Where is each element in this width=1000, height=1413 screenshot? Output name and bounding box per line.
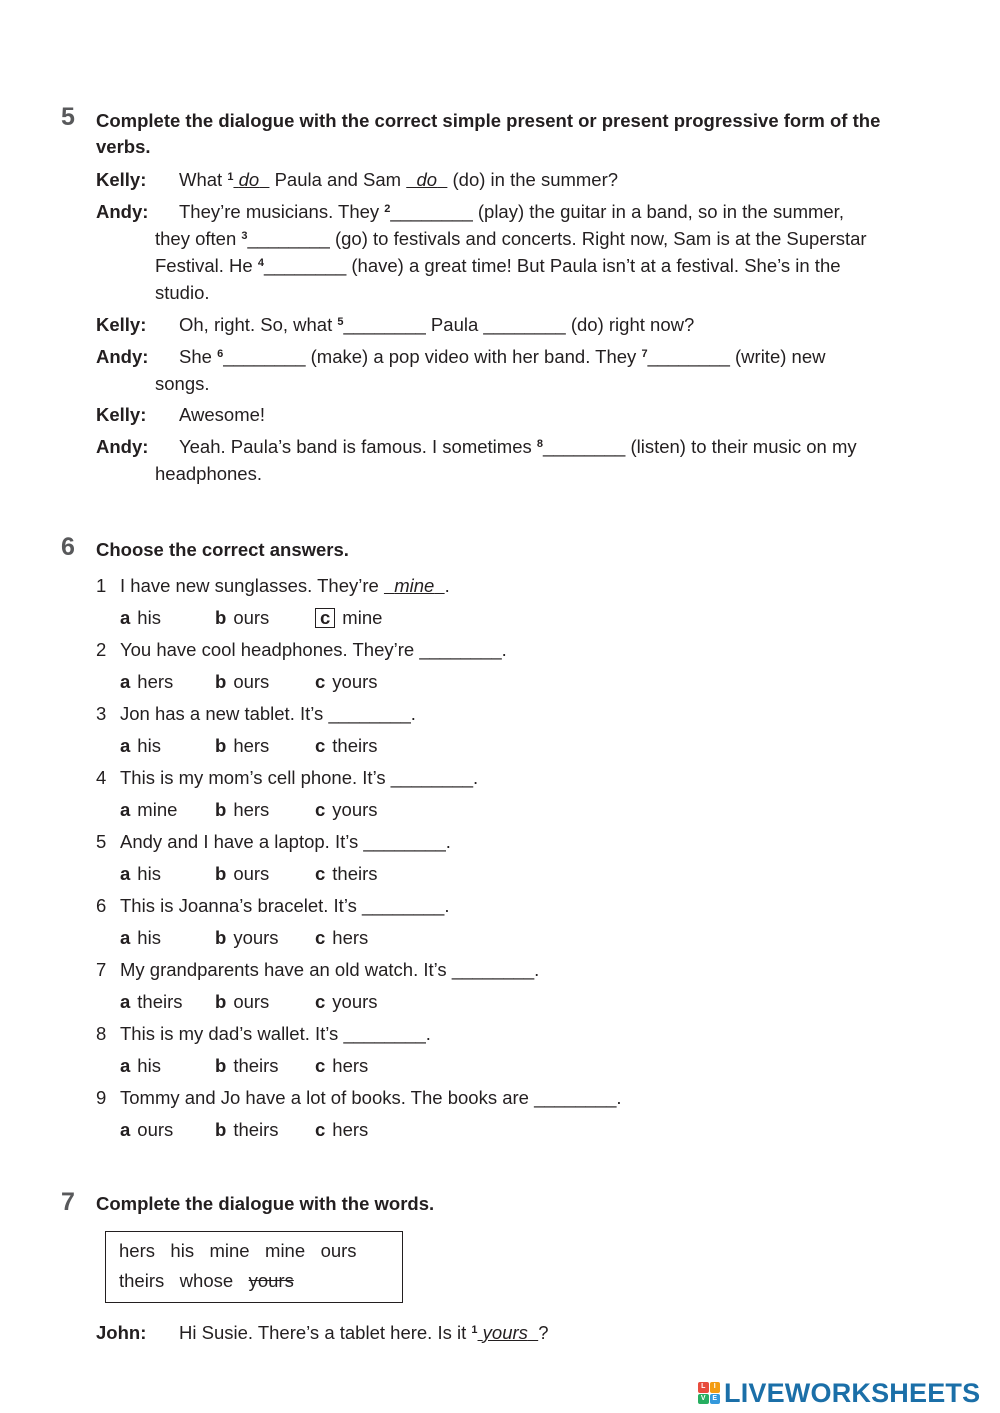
- option-c[interactable]: [315, 863, 378, 885]
- option-text: theirs: [233, 1055, 279, 1076]
- question-number: 2: [96, 639, 107, 660]
- option-letter: a: [120, 671, 131, 692]
- word-box-row-1: hers his mine mine ours: [119, 1240, 357, 1261]
- option-c[interactable]: [315, 991, 378, 1013]
- exercise-6-number: 6: [61, 533, 75, 561]
- option-letter: a: [120, 991, 131, 1012]
- option-letter: b: [215, 735, 227, 756]
- option-b[interactable]: [215, 671, 269, 693]
- question-number: 1: [96, 575, 107, 596]
- option-c[interactable]: [315, 927, 368, 949]
- dialogue-line-6b: headphones.: [155, 463, 262, 484]
- option-a[interactable]: [120, 863, 161, 885]
- dialogue-line-6a: Yeah. Paula’s band is famous. I sometimes $^8$________ (listen) to their music on my: [179, 436, 857, 457]
- option-text: his: [137, 927, 161, 948]
- option-text: yours: [332, 671, 378, 692]
- dialogue-line-3: Oh, right. So, what $^5$________ Paula ________ (do) right now?: [179, 314, 695, 335]
- answer-blank[interactable]: ________: [247, 228, 330, 249]
- option-b[interactable]: [215, 799, 269, 821]
- answer-blank[interactable]: ________: [483, 314, 566, 335]
- dialogue-line-2b: they often $^3$________ (go) to festivals and concerts. Right now, Sam is at the Superstar: [155, 228, 867, 249]
- option-letter: b: [215, 927, 227, 948]
- answer-blank[interactable]: ________: [451, 959, 535, 980]
- exercise-6-instruction: Choose the correct answers.: [96, 539, 349, 560]
- option-c[interactable]: [315, 607, 382, 629]
- question-3: 3 Jon has a new tablet. It’s ________.: [96, 703, 416, 724]
- option-text: theirs: [233, 1119, 279, 1140]
- option-letter: a: [120, 799, 131, 820]
- option-a[interactable]: [120, 799, 177, 821]
- option-text: ours: [137, 1119, 174, 1140]
- option-text: hers: [332, 1055, 369, 1076]
- answer-blank[interactable]: ________: [263, 255, 347, 276]
- answer-blank[interactable]: ________: [419, 639, 502, 660]
- option-letter: a: [120, 1055, 131, 1076]
- option-text: his: [137, 863, 161, 884]
- option-a[interactable]: [120, 927, 161, 949]
- option-letter: b: [215, 1119, 227, 1140]
- dialogue-line-2c: Festival. He $^4$________ (have) a great time! But Paula isn’t at a festival. She’s in the: [155, 255, 841, 276]
- option-text: hers: [233, 735, 270, 756]
- option-letter: c: [315, 1119, 326, 1140]
- question-number: 6: [96, 895, 107, 916]
- option-a[interactable]: [120, 1119, 173, 1141]
- answer-blank[interactable]: ________: [328, 703, 411, 724]
- option-text: hers: [332, 1119, 369, 1140]
- option-letter: a: [120, 1119, 131, 1140]
- example-answer: mine: [394, 575, 435, 596]
- option-letter: c: [315, 671, 326, 692]
- logo-text: LIVEWORKSHEETS: [724, 1377, 981, 1408]
- option-b[interactable]: [215, 607, 269, 629]
- answer-blank[interactable]: ________: [390, 201, 473, 222]
- option-b[interactable]: [215, 1055, 279, 1077]
- struck-word: yours: [248, 1270, 294, 1291]
- speaker-andy: Andy:: [96, 201, 149, 222]
- option-letter: a: [120, 607, 131, 628]
- dialogue-line-4b: songs.: [155, 373, 210, 394]
- option-letter: c: [315, 799, 326, 820]
- option-c[interactable]: [315, 735, 378, 757]
- logo-mark-icon: L I V E: [698, 1382, 720, 1404]
- option-letter: c: [315, 863, 326, 884]
- exercise-5-number: 5: [61, 103, 75, 131]
- option-a[interactable]: [120, 991, 183, 1013]
- dialogue-line-5: Awesome!: [179, 404, 266, 425]
- option-a[interactable]: [120, 607, 161, 629]
- speaker-kelly: Kelly:: [96, 169, 147, 190]
- option-text: hers: [332, 927, 369, 948]
- option-letter: b: [215, 1055, 227, 1076]
- option-letter: b: [215, 607, 227, 628]
- example-answer: do: [238, 169, 260, 190]
- option-text: his: [137, 735, 161, 756]
- answer-blank[interactable]: ________: [363, 831, 446, 852]
- question-4: 4 This is my mom’s cell phone. It’s ________.: [96, 767, 479, 788]
- option-text: theirs: [137, 991, 183, 1012]
- option-text: ours: [233, 607, 270, 628]
- question-1: 1 I have new sunglasses. They’re mine .: [96, 575, 450, 596]
- option-letter: b: [215, 799, 227, 820]
- question-number: 8: [96, 1023, 107, 1044]
- option-c[interactable]: [315, 671, 378, 693]
- option-letter: a: [120, 927, 131, 948]
- option-letter: a: [120, 863, 131, 884]
- option-c[interactable]: [315, 1055, 368, 1077]
- option-letter: c: [315, 1055, 326, 1076]
- option-c[interactable]: [315, 1119, 368, 1141]
- option-letter: c: [315, 735, 326, 756]
- liveworksheets-logo[interactable]: [698, 1378, 980, 1408]
- option-text: hers: [137, 671, 174, 692]
- option-letter: c: [315, 927, 326, 948]
- dialogue-line-2d: studio.: [155, 282, 210, 303]
- option-text: his: [137, 1055, 161, 1076]
- question-5: 5 Andy and I have a laptop. It’s ________.: [96, 831, 451, 852]
- dialogue-line-7-1: Hi Susie. There’s a tablet here. Is it $^1$ yours ?: [179, 1322, 549, 1343]
- answer-blank[interactable]: ________: [534, 1087, 617, 1108]
- answer-blank[interactable]: ________: [390, 767, 474, 788]
- answer-blank[interactable]: ________: [543, 436, 626, 457]
- selected-option-letter: c: [315, 608, 335, 628]
- question-number: 7: [96, 959, 107, 980]
- option-letter: b: [215, 671, 227, 692]
- question-9: 9 Tommy and Jo have a lot of books. The books are ________.: [96, 1087, 622, 1108]
- option-a[interactable]: [120, 735, 161, 757]
- option-letter: a: [120, 735, 131, 756]
- example-answer: yours: [482, 1322, 528, 1343]
- question-number: 9: [96, 1087, 107, 1108]
- answer-blank[interactable]: ________: [647, 346, 730, 367]
- option-text: ours: [233, 863, 270, 884]
- option-text: ours: [233, 991, 270, 1012]
- answer-blank[interactable]: ________: [223, 346, 306, 367]
- answer-blank[interactable]: ________: [343, 314, 426, 335]
- dialogue-line-2a: They’re musicians. They $^2$________ (play) the guitar in a band, so in the summer,: [179, 201, 844, 222]
- question-2: 2 You have cool headphones. They’re ________.: [96, 639, 507, 660]
- exercise-7-instruction: Complete the dialogue with the words.: [96, 1193, 435, 1214]
- option-text: mine: [342, 607, 383, 628]
- speaker-andy: Andy:: [96, 436, 149, 457]
- option-letter: b: [215, 863, 227, 884]
- option-text: his: [137, 607, 161, 628]
- word-box-row-2: theirs whose yours: [119, 1270, 294, 1291]
- exercise-7-number: 7: [61, 1188, 75, 1216]
- option-b[interactable]: [215, 863, 269, 885]
- option-text: theirs: [332, 863, 378, 884]
- option-text: hers: [233, 799, 270, 820]
- option-b[interactable]: [215, 1119, 279, 1141]
- speaker-john: John:: [96, 1322, 147, 1343]
- option-text: yours: [332, 991, 378, 1012]
- question-number: 3: [96, 703, 107, 724]
- question-number: 5: [96, 831, 107, 852]
- option-letter: c: [315, 991, 326, 1012]
- option-b[interactable]: [215, 927, 279, 949]
- speaker-kelly: Kelly:: [96, 314, 147, 335]
- option-a[interactable]: [120, 671, 173, 693]
- answer-blank[interactable]: ________: [343, 1023, 426, 1044]
- option-letter: b: [215, 991, 227, 1012]
- option-text: yours: [233, 927, 279, 948]
- question-number: 4: [96, 767, 107, 788]
- option-text: yours: [332, 799, 378, 820]
- option-b[interactable]: [215, 735, 269, 757]
- option-b[interactable]: [215, 991, 269, 1013]
- speaker-andy: Andy:: [96, 346, 149, 367]
- question-6: 6 This is Joanna’s bracelet. It’s ________.: [96, 895, 450, 916]
- question-7: 7 My grandparents have an old watch. It’s ________.: [96, 959, 540, 980]
- question-8: 8 This is my dad’s wallet. It’s ________.: [96, 1023, 431, 1044]
- exercise-5-instruction: Complete the dialogue with the correct simple present or present progressive form of the verbs.: [96, 110, 881, 157]
- speaker-kelly: Kelly:: [96, 404, 147, 425]
- word-box: [105, 1231, 403, 1303]
- dialogue-line-1: What $^1$ do Paula and Sam do (do) in the summer?: [179, 169, 619, 190]
- option-a[interactable]: [120, 1055, 161, 1077]
- option-text: mine: [137, 799, 178, 820]
- option-text: theirs: [332, 735, 378, 756]
- answer-blank[interactable]: ________: [362, 895, 445, 916]
- option-text: ours: [233, 671, 270, 692]
- option-c[interactable]: [315, 799, 378, 821]
- dialogue-line-4a: She $^6$________ (make) a pop video with her band. They $^7$________ (write) new: [179, 346, 826, 367]
